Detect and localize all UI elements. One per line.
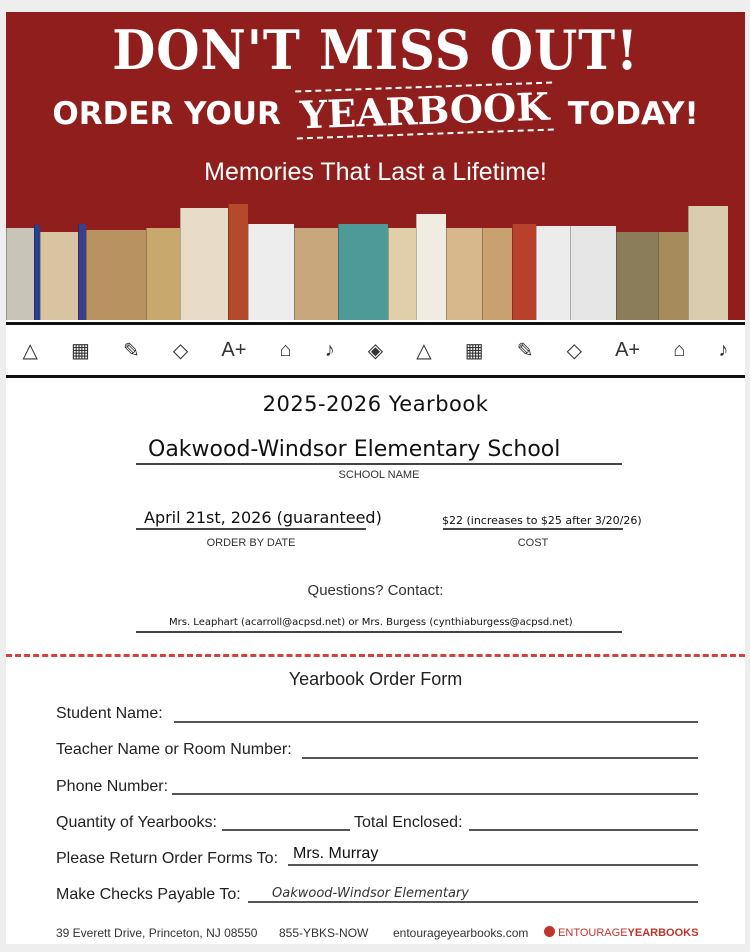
student-name-label: Student Name: [56, 705, 163, 722]
book [86, 230, 146, 320]
contact-line [136, 631, 622, 633]
book [446, 228, 482, 320]
book [388, 228, 416, 320]
school-name-line [136, 463, 622, 465]
yearbook-title: 2025-2026 Yearbook [262, 392, 489, 416]
doodle: ◇ [566, 339, 582, 362]
order-line [6, 83, 745, 138]
footer-website[interactable]: entourageyearbooks.com [393, 926, 529, 940]
return-value[interactable]: Mrs. Murray [293, 845, 379, 862]
book [294, 228, 338, 320]
order-by-caption: ORDER BY DATE [206, 537, 296, 549]
school-name-caption: SCHOOL NAME [338, 469, 420, 481]
doodle: A+ [615, 338, 641, 361]
footer-address: 39 Everett Drive, Princeton, NJ 08550 [56, 926, 258, 940]
total-field[interactable] [469, 829, 698, 831]
order-post: TODAY! [567, 96, 699, 132]
order-by-line [136, 528, 366, 530]
order-pre: ORDER YOUR [52, 96, 281, 132]
book [416, 214, 446, 320]
doodle: ⌂ [279, 338, 292, 361]
return-label: Please Return Order Forms To: [56, 850, 279, 867]
teacher-label: Teacher Name or Room Number: [56, 741, 292, 758]
book [482, 228, 512, 320]
entourage-logo [544, 926, 698, 939]
doodle: △ [416, 339, 432, 362]
book [228, 204, 248, 320]
checks-value[interactable]: Oakwood-Windsor Elementary [272, 886, 469, 901]
doodle: ♪ [324, 338, 335, 361]
book [570, 226, 616, 320]
cost-caption: COST [517, 537, 549, 549]
school-name-value: Oakwood-Windsor Elementary School [148, 437, 561, 462]
footer-phone: 855-YBKS-NOW [279, 926, 369, 940]
teacher-field[interactable] [302, 757, 698, 759]
flyer-page [6, 12, 745, 944]
header-banner [6, 12, 745, 320]
book [688, 206, 728, 320]
order-by-value: April 21st, 2026 (guaranteed) [144, 508, 382, 527]
headline: DON'T MISS OUT! [112, 18, 639, 82]
doodle-strip [6, 322, 745, 378]
book [338, 224, 388, 320]
brand-b: YEARBOOKS [627, 927, 699, 939]
book [248, 224, 294, 320]
questions-label: Questions? Contact: [307, 582, 444, 599]
book [616, 232, 658, 320]
doodle: ▦ [464, 339, 484, 362]
quantity-field[interactable] [222, 829, 350, 831]
cost-value: $22 (increases to $25 after 3/20/26) [442, 514, 642, 527]
book [146, 228, 180, 320]
book [40, 232, 78, 320]
phone-label: Phone Number: [56, 778, 169, 795]
doodle: ✎ [516, 339, 534, 362]
doodle: ⌂ [673, 338, 686, 361]
student-name-field[interactable] [174, 721, 698, 723]
book [512, 224, 536, 320]
doodle: ◈ [367, 339, 384, 362]
book [6, 228, 34, 320]
contact-value: Mrs. Leaphart (acarroll@acpsd.net) or Mrs. Burgess (cynthiaburgess@acpsd.net) [169, 617, 573, 628]
doodle: A+ [221, 338, 247, 361]
checks-label: Make Checks Payable To: [56, 886, 241, 903]
order-form-title: Yearbook Order Form [288, 669, 463, 689]
doodle: ♪ [718, 338, 729, 361]
book [536, 226, 570, 320]
quantity-label: Quantity of Yearbooks: [56, 814, 217, 831]
phone-field[interactable] [172, 793, 698, 795]
return-field[interactable] [288, 864, 698, 866]
book [78, 224, 86, 320]
checks-field[interactable] [248, 901, 698, 903]
doodle: ▦ [71, 339, 90, 362]
brand-a: ENTOURAGE [558, 927, 628, 939]
cut-line [6, 654, 745, 657]
total-label: Total Enclosed: [354, 814, 463, 831]
doodle: ✎ [123, 339, 140, 362]
order-yearbook: YEARBOOK [295, 82, 554, 140]
books-image [6, 202, 745, 320]
book [658, 232, 688, 320]
doodle: ◇ [172, 339, 189, 362]
doodle: △ [22, 339, 38, 362]
book [180, 208, 228, 320]
tagline: Memories That Last a Lifetime! [204, 158, 547, 186]
cost-line [443, 528, 623, 530]
entourage-logo-icon [544, 926, 555, 937]
